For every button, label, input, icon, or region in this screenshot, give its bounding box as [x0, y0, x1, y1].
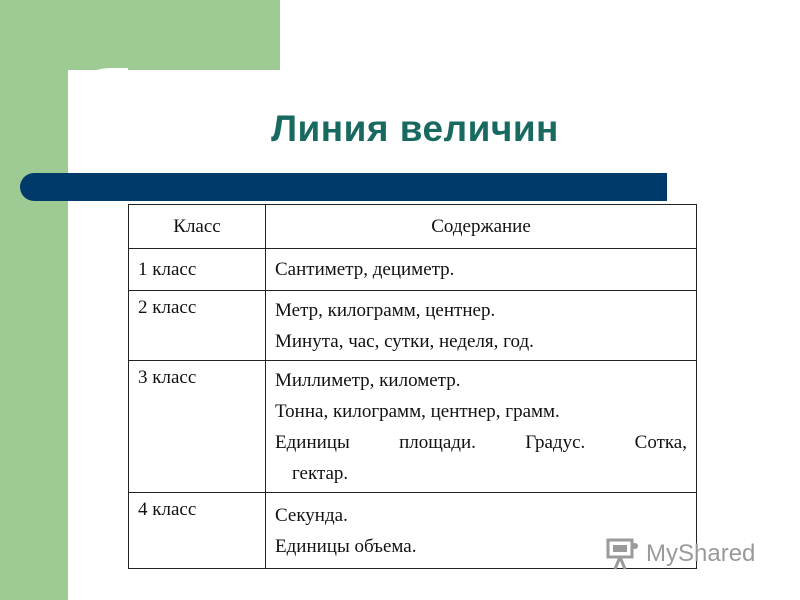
table-row: [129, 249, 697, 291]
table-row: [129, 361, 697, 493]
header-class: Класс: [129, 205, 266, 249]
presentation-board-icon: [606, 537, 640, 571]
content-line: Сантиметр, дециметр.: [275, 259, 455, 280]
content-line: Минута, час, сутки, неделя, год.: [275, 330, 534, 352]
table-header-row: [129, 205, 697, 249]
slide-title: Линия величин: [271, 108, 559, 149]
title-underline-bar: [20, 173, 667, 201]
content-cell: [266, 291, 697, 361]
content-cell: [266, 249, 697, 291]
content-cell: [266, 361, 697, 493]
content-line: гектар.: [292, 462, 349, 484]
class-cell: 4 класс: [129, 493, 266, 569]
content-line: Тонна, килограмм, центнер, грамм.: [275, 400, 560, 422]
content-line: Секунда.: [275, 504, 348, 526]
header-content: Содержание: [266, 205, 697, 249]
units-table: [128, 204, 697, 569]
background-green-band: [0, 0, 68, 600]
content-line: Миллиметр, километр.: [275, 369, 461, 391]
watermark-text: MyShared: [646, 540, 756, 567]
watermark: [606, 536, 766, 572]
class-cell: 1 класс: [129, 249, 266, 291]
background-green-top: [0, 0, 280, 70]
class-cell: 2 класс: [129, 291, 266, 361]
class-cell: 3 класс: [129, 361, 266, 493]
content-line: Метр, килограмм, центнер.: [275, 299, 496, 321]
content-line: Единицы площади. Градус. Сотка,: [275, 431, 687, 453]
content-line: Единицы объема.: [275, 535, 417, 557]
table-row: [129, 291, 697, 361]
